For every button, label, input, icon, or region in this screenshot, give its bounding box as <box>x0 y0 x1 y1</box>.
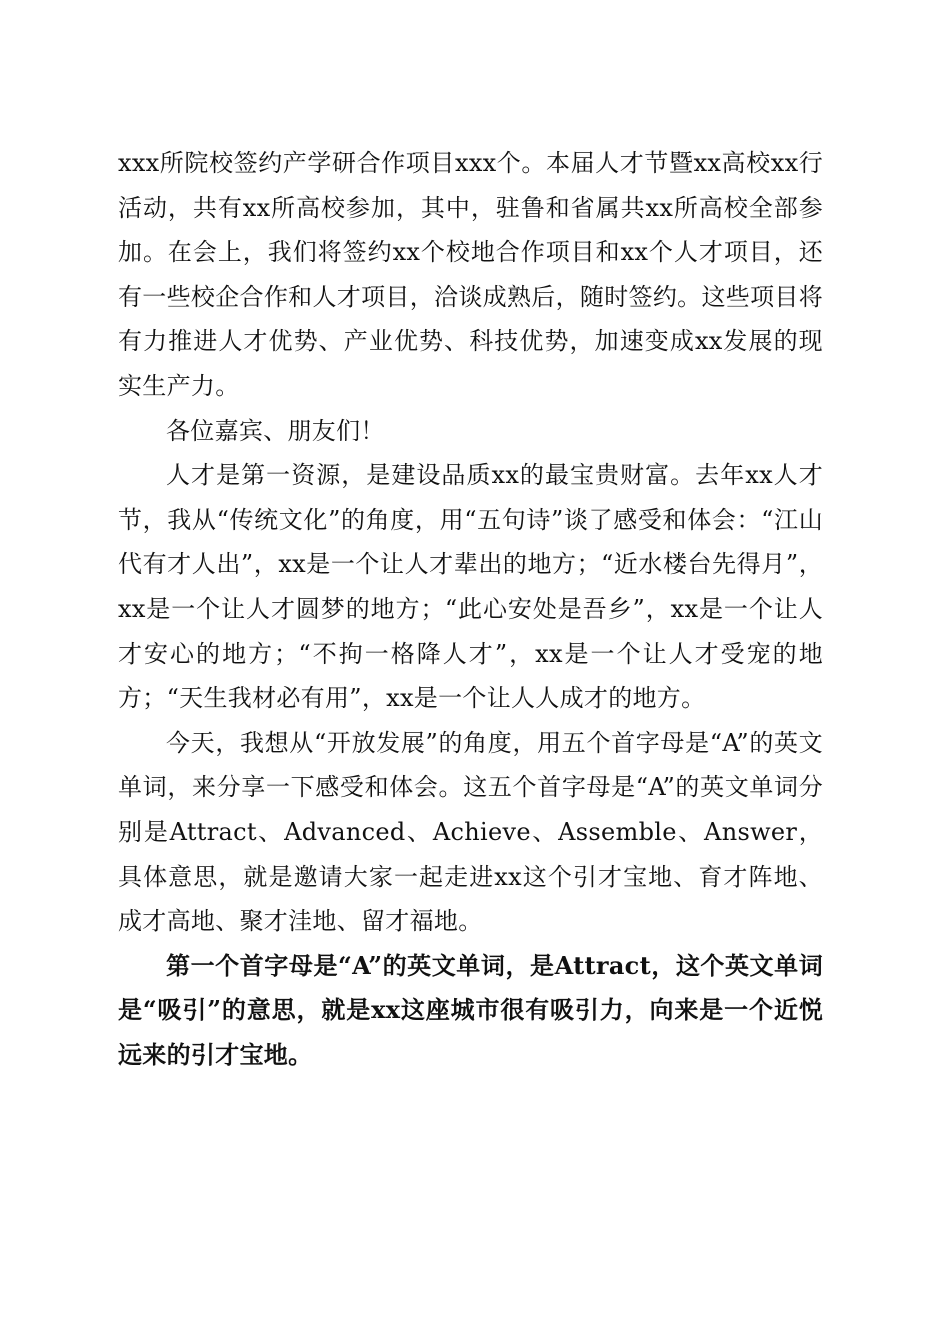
paragraph-greeting: 各位嘉宾、朋友们！ <box>166 416 385 445</box>
paragraph-signing-projects: xxx所院校签约产学研合作项目xxx个。本届人才节暨xx高校xx行活动，共有xx所高校参加，其中，驻鲁和省属共xx所高校全部参加。在会上，我们将签约xx个校地合作项目和xx个人才项目，还有一些校企合作和人才项目，洽谈成熟后，随时签约。这些项目将有力推进人才优势、产业优势、科技优势，加速变成xx发展的现实生产力。 <box>118 149 823 400</box>
paragraph-attract-heading: 第一个首字母是“A”的英文单词，是Attract，这个英文单词是“吸引”的意思，就是xx这座城市很有吸引力，向来是一个近悦远来的引才宝地。 <box>118 950 823 1069</box>
paragraph-five-poems: 人才是第一资源，是建设品质xx的最宝贵财富。去年xx人才节，我从“传统文化”的角度，用“五句诗”谈了感受和体会：“江山代有才人出”，xx是一个让人才辈出的地方；“近水楼台先得月”，xx是一个让人才圆梦的地方；“此心安处是吾乡”，xx是一个让人才安心的地方；“不拘一格降人才”，xx是一个让人才受宠的地方；“天生我材必有用”，xx是一个让人人成才的地方。 <box>118 461 823 713</box>
document-body <box>118 141 823 1077</box>
paragraph-five-a-words: 今天，我想从“开放发展”的角度，用五个首字母是“A”的英文单词，来分享一下感受和体会。这五个首字母是“A”的英文单词分别是Attract、Advanced、Achieve、Assemble、Answer，具体意思，就是邀请大家一起走进xx这个引才宝地、育才阵地、成才高地、聚才洼地、留才福地。 <box>118 728 823 936</box>
